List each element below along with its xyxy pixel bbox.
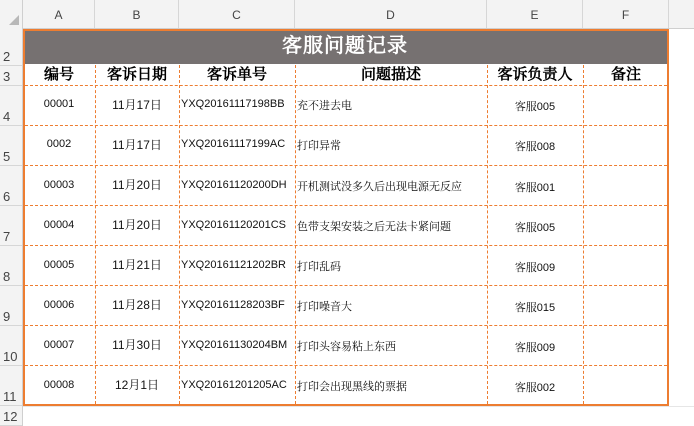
cell-description[interactable]: 打印头容易粘上东西: [297, 341, 396, 353]
row-header-6[interactable]: 6: [0, 166, 22, 206]
cell-date[interactable]: 11月30日: [112, 338, 162, 352]
row-header-12[interactable]: 12: [0, 406, 22, 426]
cell-order[interactable]: YXQ20161121202BR: [181, 259, 286, 271]
cell-id[interactable]: 0002: [46, 138, 72, 150]
column-header-d[interactable]: D: [295, 0, 487, 28]
cell-date[interactable]: 12月1日: [114, 378, 160, 392]
header-note[interactable]: 备注: [610, 66, 641, 83]
cell-id[interactable]: 00005: [43, 259, 75, 271]
cell-id[interactable]: 00004: [43, 219, 75, 231]
grid-line: [95, 65, 96, 404]
cell-description[interactable]: 开机测试没多久后出现电源无反应: [297, 181, 462, 193]
header-id[interactable]: 编号: [43, 66, 74, 83]
cell-id[interactable]: 00001: [43, 98, 75, 110]
cell-date[interactable]: 11月17日: [112, 98, 162, 112]
cell-order[interactable]: YXQ20161120200DH: [181, 179, 287, 191]
grid-line: [25, 365, 667, 366]
cell-date[interactable]: 11月28日: [112, 298, 162, 312]
select-all-triangle-icon: [9, 15, 19, 25]
header-description[interactable]: 问题描述: [360, 66, 421, 83]
grid-line: [25, 165, 667, 166]
sheet-title-cell[interactable]: 客服问题记录: [23, 29, 667, 64]
cell-date[interactable]: 11月17日: [112, 138, 162, 152]
cell-order[interactable]: YXQ20161130204BM: [181, 339, 288, 351]
grid-line: [25, 125, 667, 126]
cell-description[interactable]: 打印会出现黑线的票据: [297, 381, 407, 393]
row-header-3[interactable]: 3: [0, 66, 22, 86]
column-header-e[interactable]: E: [487, 0, 583, 28]
cell-order[interactable]: YXQ20161117198BB: [181, 98, 285, 110]
grid-line: [179, 65, 180, 404]
grid-line: [25, 325, 667, 326]
row-header-4[interactable]: 4: [0, 86, 22, 126]
select-all-button[interactable]: [0, 0, 23, 28]
column-header-bar: [0, 0, 694, 29]
row-header-2[interactable]: 2: [0, 29, 22, 66]
header-owner[interactable]: 客诉负责人: [497, 66, 573, 83]
cell-description[interactable]: 打印噪音大: [297, 301, 352, 313]
cell-owner[interactable]: 客服002: [514, 382, 556, 394]
row-header-5[interactable]: 5: [0, 126, 22, 166]
row-header-9[interactable]: 9: [0, 286, 22, 326]
cell-description[interactable]: 打印乱码: [297, 261, 341, 273]
cell-order[interactable]: YXQ20161117199AC: [181, 138, 286, 150]
cell-description[interactable]: 充不进去电: [297, 100, 352, 112]
column-header-f[interactable]: F: [583, 0, 669, 28]
header-date[interactable]: 客诉日期: [106, 66, 167, 83]
row-header-bar: [0, 28, 23, 426]
cell-id[interactable]: 00003: [43, 179, 75, 191]
cell-order[interactable]: YXQ20161120201CS: [181, 219, 286, 231]
cell-date[interactable]: 11月21日: [112, 258, 162, 272]
cell-order[interactable]: YXQ20161201205AC: [181, 379, 287, 391]
cell-owner[interactable]: 客服005: [514, 222, 556, 234]
grid-line: [25, 245, 667, 246]
cell-owner[interactable]: 客服015: [514, 302, 556, 314]
column-header-b[interactable]: B: [95, 0, 179, 28]
cell-id[interactable]: 00006: [43, 299, 75, 311]
cell-date[interactable]: 11月20日: [112, 178, 162, 192]
grid-line: [25, 285, 667, 286]
grid-line: [583, 65, 584, 404]
grid-line: [25, 205, 667, 206]
cell-description[interactable]: 打印异常: [297, 140, 341, 152]
row-header-8[interactable]: 8: [0, 246, 22, 286]
cell-date[interactable]: 11月20日: [112, 218, 162, 232]
row-header-7[interactable]: 7: [0, 206, 22, 246]
cell-description[interactable]: 色带支架安装之后无法卡紧问题: [297, 221, 451, 233]
cell-owner[interactable]: 客服001: [514, 182, 556, 194]
cell-order[interactable]: YXQ20161128203BF: [181, 299, 285, 311]
cell-id[interactable]: 00007: [43, 339, 75, 351]
header-order[interactable]: 客诉单号: [206, 66, 267, 83]
cell-owner[interactable]: 客服005: [514, 101, 556, 113]
row-header-10[interactable]: 10: [0, 326, 22, 366]
cell-owner[interactable]: 客服009: [514, 262, 556, 274]
column-header-a[interactable]: A: [23, 0, 95, 28]
row-12-gridline: [23, 406, 694, 407]
column-header-c[interactable]: C: [179, 0, 295, 28]
cell-id[interactable]: 00008: [43, 379, 75, 391]
row-header-11[interactable]: 11: [0, 366, 22, 406]
cell-owner[interactable]: 客服008: [514, 141, 556, 153]
grid-line: [25, 85, 667, 86]
cell-owner[interactable]: 客服009: [514, 342, 556, 354]
grid-line: [295, 65, 296, 404]
